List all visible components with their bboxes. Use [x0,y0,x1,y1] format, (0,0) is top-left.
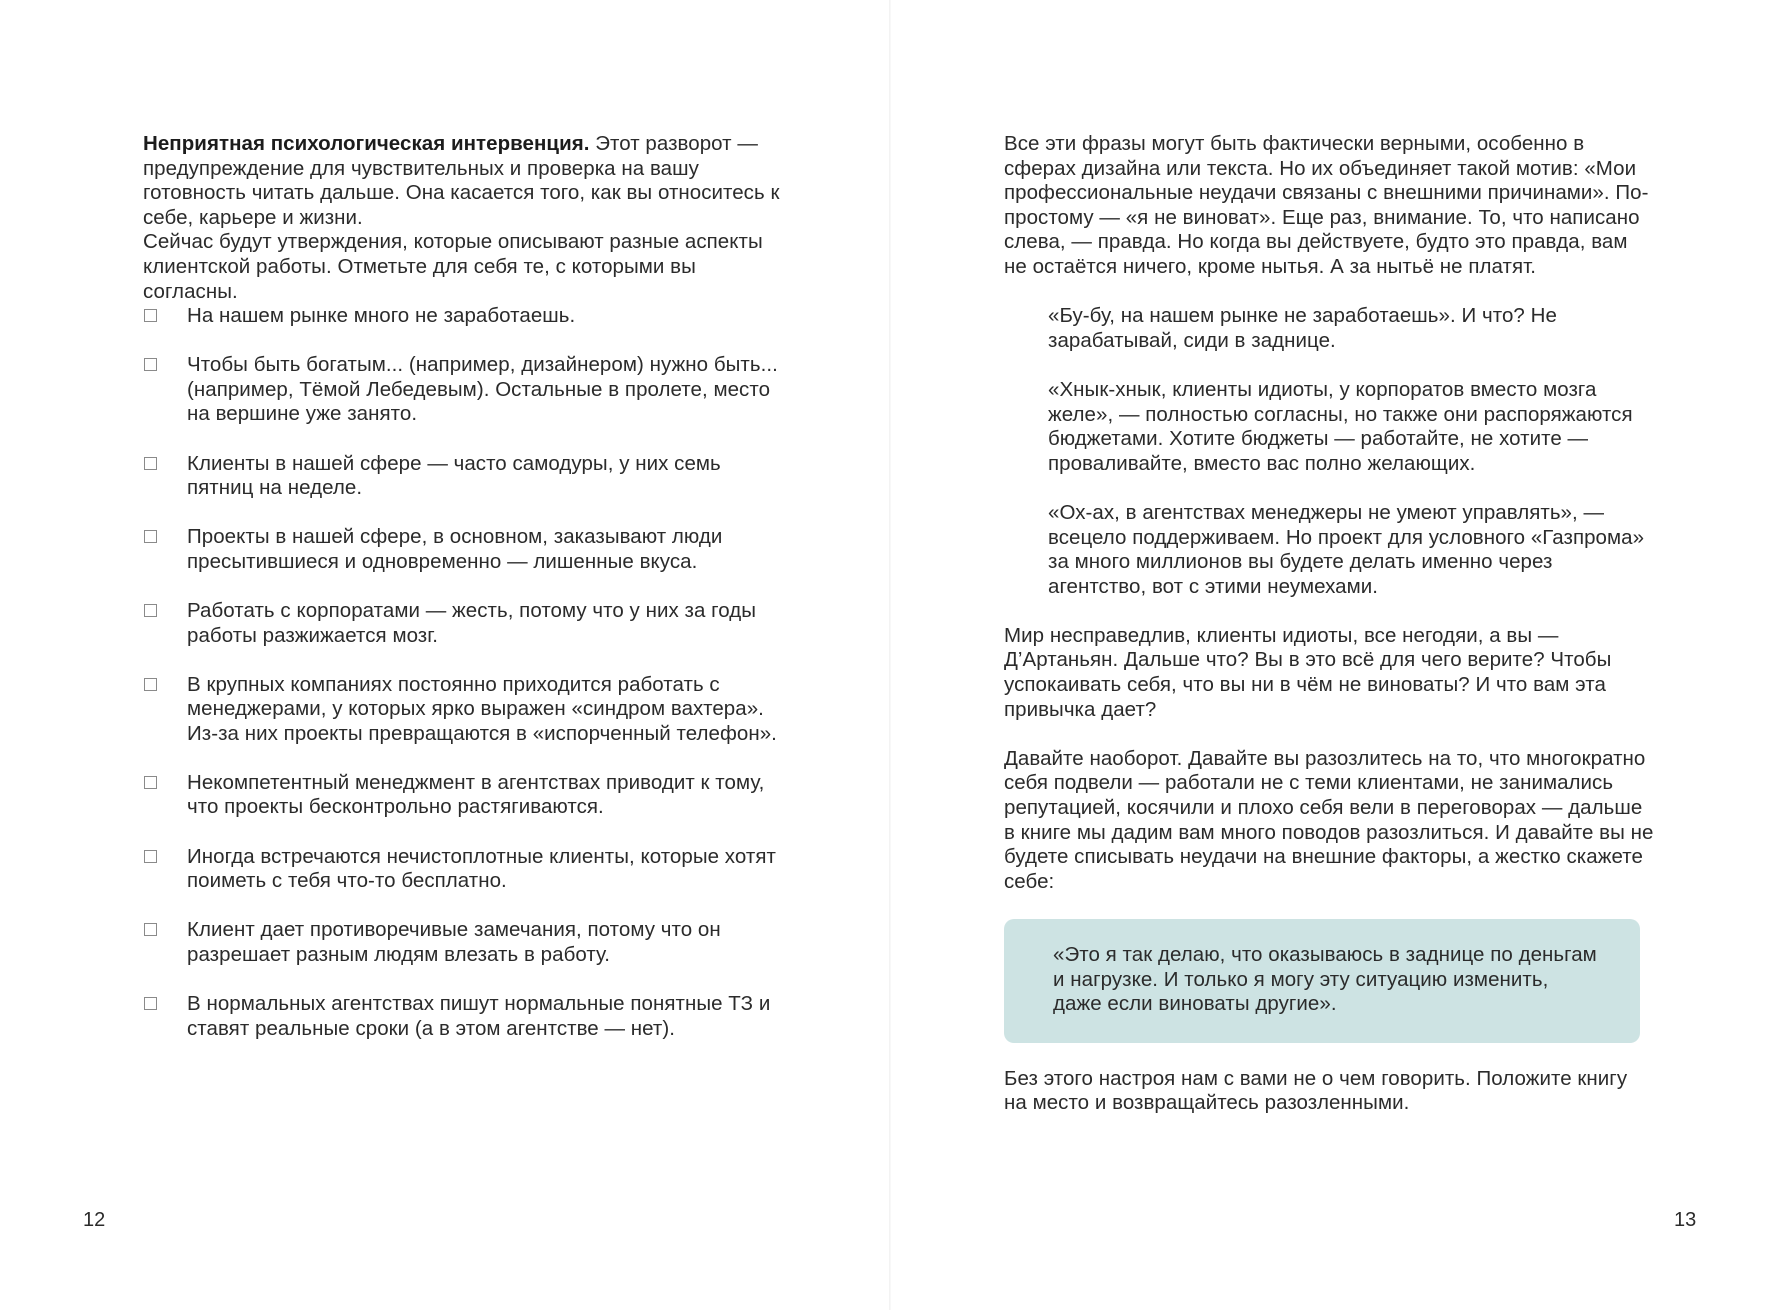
checklist-item-text: Иногда встречаются нечистоплотные клиенты, которые хотят поиметь с тебя что-то бесплатно. [187,844,776,893]
checklist-item [143,992,783,1041]
paragraph-unfair-world: Мир несправедлив, клиенты идиоты, все негодяи, а вы — Д’Артаньян. Дальше что? Вы в это всё для чего верите? Чтобы успокаивать себя, что вы ни в чём не виноваты? И что вам эта привычка дает? [1004,623,1612,721]
checkbox[interactable] [144,309,157,322]
paragraph-motive: Все эти фразы могут быть фактически верными, особенно в сферах дизайна или текста. Но их объединяет такой мотив: «Мои профессиональные неудачи связаны с внешними причинами». По-простому — «я не виноват». Еще раз, внимание. То, что написано слева, — правда. Но когда вы действуете, будто это правда, вам не остаётся ничего, кроме нытья. А за нытьё не платят. [1004,132,1649,278]
checklist-item [143,771,783,820]
lead-bold-heading: Неприятная психологическая интервенция. [143,132,590,155]
quote-paragraph: «Ох-ах, в агентствах менеджеры не умеют управлять», — всецело поддерживаем. Но проект для условного «Газпрома» за много миллионов вы будете делать именно через агентство, вот с этими неумехами. [1048,500,1645,598]
checklist-item-text: Клиенты в нашей сфере — часто самодуры, у них семь пятниц на неделе. [187,451,721,500]
quote-paragraph: «Бу-бу, на нашем рынке не заработаешь». И что? Не зарабатывай, сиди в заднице. [1048,304,1557,352]
checklist-item [143,845,783,894]
checklist-item-text: Проекты в нашей сфере, в основном, заказывают люди пресытившиеся и одновременно — лишенные вкуса. [187,525,723,573]
checklist-item [143,353,783,427]
checkbox[interactable] [144,457,157,470]
page-number-left: 12 [83,1209,106,1231]
checkbox[interactable] [144,997,157,1010]
checklist-item-text: Чтобы быть богатым... (например, дизайнером) нужно быть... (например, Тёмой Лебедевым). Остальные в пролете, место на вершине уже занято. [187,353,778,426]
checkbox[interactable] [144,678,157,691]
left-page-body [143,132,783,1066]
right-page [891,0,1775,1310]
callout-text: «Это я так делаю, что оказываюсь в заднице по деньгам и нагрузке. И только я могу эту ситуацию изменить, даже если виноваты другие». [1053,943,1597,1016]
lead-paragraph [143,132,783,230]
checklist-item-text: Работать с корпоратами — жесть, потому что у них за годы работы разжижается мозг. [187,598,757,647]
highlighted-callout [1004,919,1640,1043]
checkbox[interactable] [144,358,157,371]
checkbox[interactable] [144,530,157,543]
checklist-item-text: Клиент дает противоречивые замечания, потому что он разрешает разным людям влезать в работу. [187,918,721,966]
intro-paragraph: Сейчас будут утверждения, которые описывают разные аспекты клиентской работы. Отметьте для себя те, с которыми вы согласны. [143,230,763,303]
checklist-item [143,918,783,967]
checklist-item [143,304,783,329]
right-page-body [1004,132,1654,1141]
checklist-item [143,452,783,501]
checkbox[interactable] [144,776,157,789]
paragraph-closing: Без этого настроя нам с вами не о чем говорить. Положите книгу на место и возвращайтесь разозленными. [1004,1066,1628,1115]
lead-text: Этот разворот — предупреждение для чувствительных и проверка на вашу готовность читать дальше. Она касается того, как вы относитесь к себе, карьере и жизни. [143,132,780,229]
checkbox[interactable] [144,923,157,936]
statement-checklist [143,304,783,1041]
checklist-item-text: На нашем рынке много не заработаешь. [187,304,576,328]
checkbox[interactable] [144,850,157,863]
page-number-right: 13 [1674,1209,1697,1231]
checklist-item [143,673,783,747]
checklist-item [143,599,783,648]
quote-paragraph: «Хнык-хнык, клиенты идиоты, у корпоратов вместо мозга желе», — полностью согласны, но также они распоряжаются бюджетами. Хотите бюджеты — работайте, не хотите — проваливайте, вместо вас полно желающих. [1048,377,1633,475]
checklist-item-text: Некомпетентный менеджмент в агентствах приводит к тому, что проекты бесконтрольно растягиваются. [187,770,765,819]
paragraph-get-angry: Давайте наоборот. Давайте вы разозлитесь на то, что многократно себя подвели — работали не с теми клиентами, не занимались репутацией, косячили и плохо себя вели в переговорах — дальше в книге мы дадим вам много поводов разозлиться. И давайте вы не будете списывать неудачи на внешние факторы, а жестко скажете себе: [1004,746,1654,893]
checklist-item-text: В крупных компаниях постоянно приходится работать с менеджерами, у которых ярко выражен «синдром вахтера». Из-за них проекты превращаются в «испорченный телефон». [187,672,777,745]
checklist-item [143,525,783,574]
checklist-item-text: В нормальных агентствах пишут нормальные понятные ТЗ и ставят реальные сроки (а в этом агентстве — нет). [187,991,771,1040]
checkbox[interactable] [144,604,157,617]
